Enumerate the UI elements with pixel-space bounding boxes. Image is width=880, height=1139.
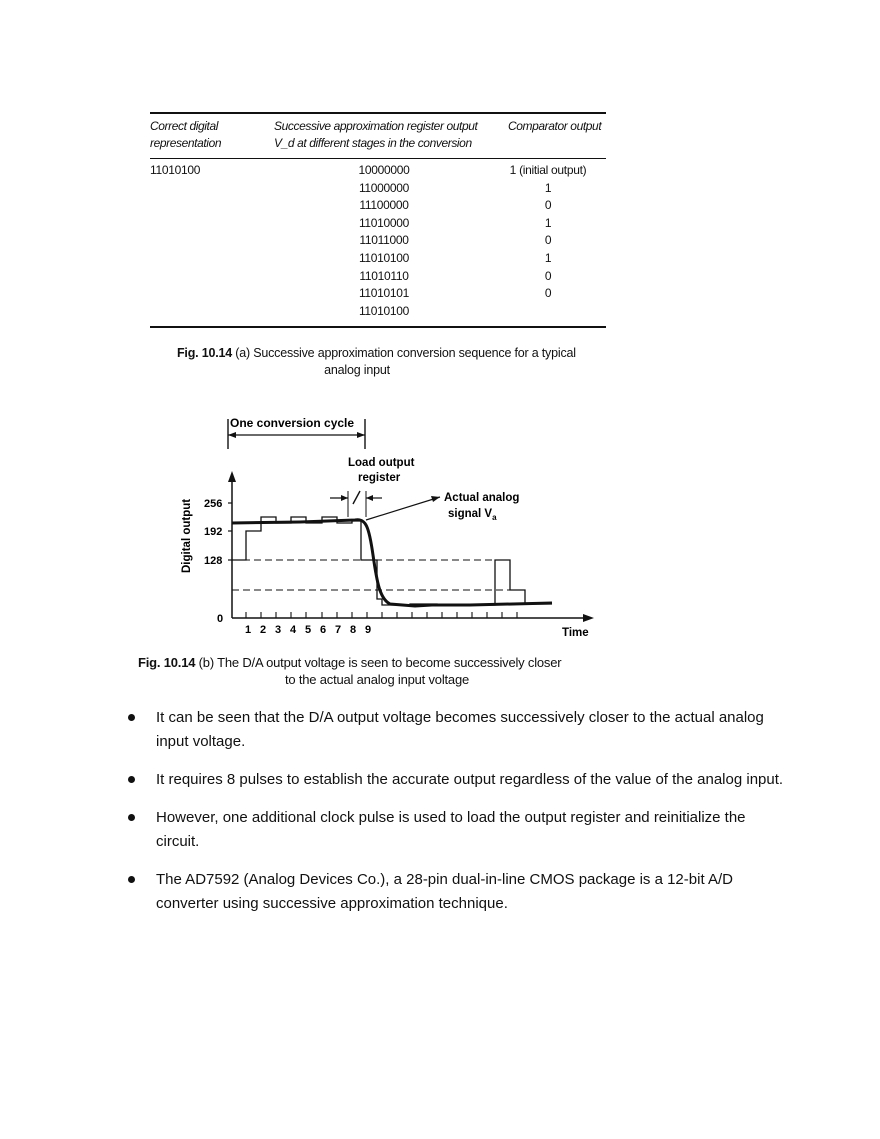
comparator-cell: 0 xyxy=(544,233,552,248)
table-row: 11010100 xyxy=(358,303,410,318)
bullet-dot-icon xyxy=(128,876,135,883)
figure-b-caption: Fig. 10.14 (b) The D/A output voltage is seen to become successively closer to the actual analog input voltage xyxy=(138,655,562,687)
comparator-cell: 1 xyxy=(544,180,552,195)
cycle-arrow-left xyxy=(228,432,236,438)
comparator-cell: 1 xyxy=(544,215,552,230)
figure-b xyxy=(170,405,610,645)
table-row: 11010100 xyxy=(358,251,410,265)
header-comparator-output: Comparator output xyxy=(508,119,602,133)
analog-signal-curve xyxy=(232,520,552,606)
comparator-cell: 0 xyxy=(544,268,552,283)
comparator-cell: 1 xyxy=(544,251,552,265)
x-tick-label: 7 xyxy=(335,624,342,636)
list-item: The AD7592 (Analog Devices Co.), a 28-pin dual-in-line CMOS package is a 12-bit A/D converter using successive approximation technique. xyxy=(128,868,788,916)
x-tick-label: 3 xyxy=(275,624,282,636)
actual-signal-pointer xyxy=(366,497,440,520)
da-staircase xyxy=(232,517,552,605)
header-correct-digital: Correct digital representation xyxy=(150,119,222,150)
x-tick-label: 9 xyxy=(365,624,372,636)
correct-digital-value: 11010100 xyxy=(150,163,201,177)
list-item: It requires 8 pulses to establish the accurate output regardless of the value of the analog input. xyxy=(128,768,788,792)
load-label-2: register xyxy=(358,472,401,484)
comparator-cell: 0 xyxy=(544,198,552,213)
x-axis-label: Time xyxy=(562,627,589,639)
x-tick-label: 1 xyxy=(245,624,252,636)
table-row: 11010110 xyxy=(359,268,409,283)
load-arrow-right-head xyxy=(366,495,373,501)
y-axis-arrow xyxy=(228,471,236,482)
y-tick-label: 192 xyxy=(204,526,223,538)
actual-signal-label-1: Actual analog xyxy=(444,492,520,504)
x-tick-label: 5 xyxy=(305,624,312,636)
table-row: 11010000 xyxy=(358,215,410,230)
bullet-dot-icon xyxy=(128,814,135,821)
table-bottom-rule xyxy=(150,326,606,328)
actual-signal-label-2: signal $V_a$ xyxy=(448,508,497,522)
cycle-arrow-right xyxy=(357,432,365,438)
load-label-1: Load output xyxy=(348,457,415,469)
x-tick-marks xyxy=(246,612,517,618)
table-top-rule xyxy=(150,112,606,114)
x-axis-arrow xyxy=(583,614,594,622)
table-row: 11010101 xyxy=(358,286,410,301)
bullet-list xyxy=(128,706,788,930)
y-tick-label: 256 xyxy=(204,498,223,510)
list-item: It can be seen that the D/A output voltage becomes successively closer to the actual analog input voltage. xyxy=(128,706,788,754)
bullet-dot-icon xyxy=(128,714,135,721)
table-header-rule xyxy=(150,158,606,159)
da-output-plot xyxy=(170,405,610,645)
table-row: 10000000 xyxy=(358,163,410,177)
table-row: 11011000 xyxy=(359,233,409,248)
x-tick-label: 4 xyxy=(290,624,297,636)
load-arrow-left-head xyxy=(341,495,348,501)
y-axis-label: Digital output xyxy=(181,498,193,573)
x-tick-label: 8 xyxy=(350,624,357,636)
list-item: However, one additional clock pulse is used to load the output register and reinitialize the circuit. xyxy=(128,806,788,854)
table-row: 11100000 xyxy=(359,198,409,213)
bullet-dot-icon xyxy=(128,776,135,783)
comparator-cell: 1 (initial output) xyxy=(509,163,587,177)
figure-a-caption: Fig. 10.14 (a) Successive approximation conversion sequence for a typical analog input xyxy=(177,346,576,377)
x-tick-label: 6 xyxy=(320,624,327,636)
table-row: 11000000 xyxy=(358,180,410,195)
comparator-cell: 0 xyxy=(544,286,552,301)
load-slash xyxy=(353,491,360,504)
cycle-label: One conversion cycle xyxy=(230,416,355,430)
x-tick-label: 2 xyxy=(260,624,267,636)
y-tick-label: 128 xyxy=(204,555,223,567)
actual-signal-pointer-head xyxy=(431,496,440,502)
y-tick-label: 0 xyxy=(217,613,224,625)
header-sar-output: Successive approximation register output V_d at different stages in the conversion xyxy=(274,119,478,150)
